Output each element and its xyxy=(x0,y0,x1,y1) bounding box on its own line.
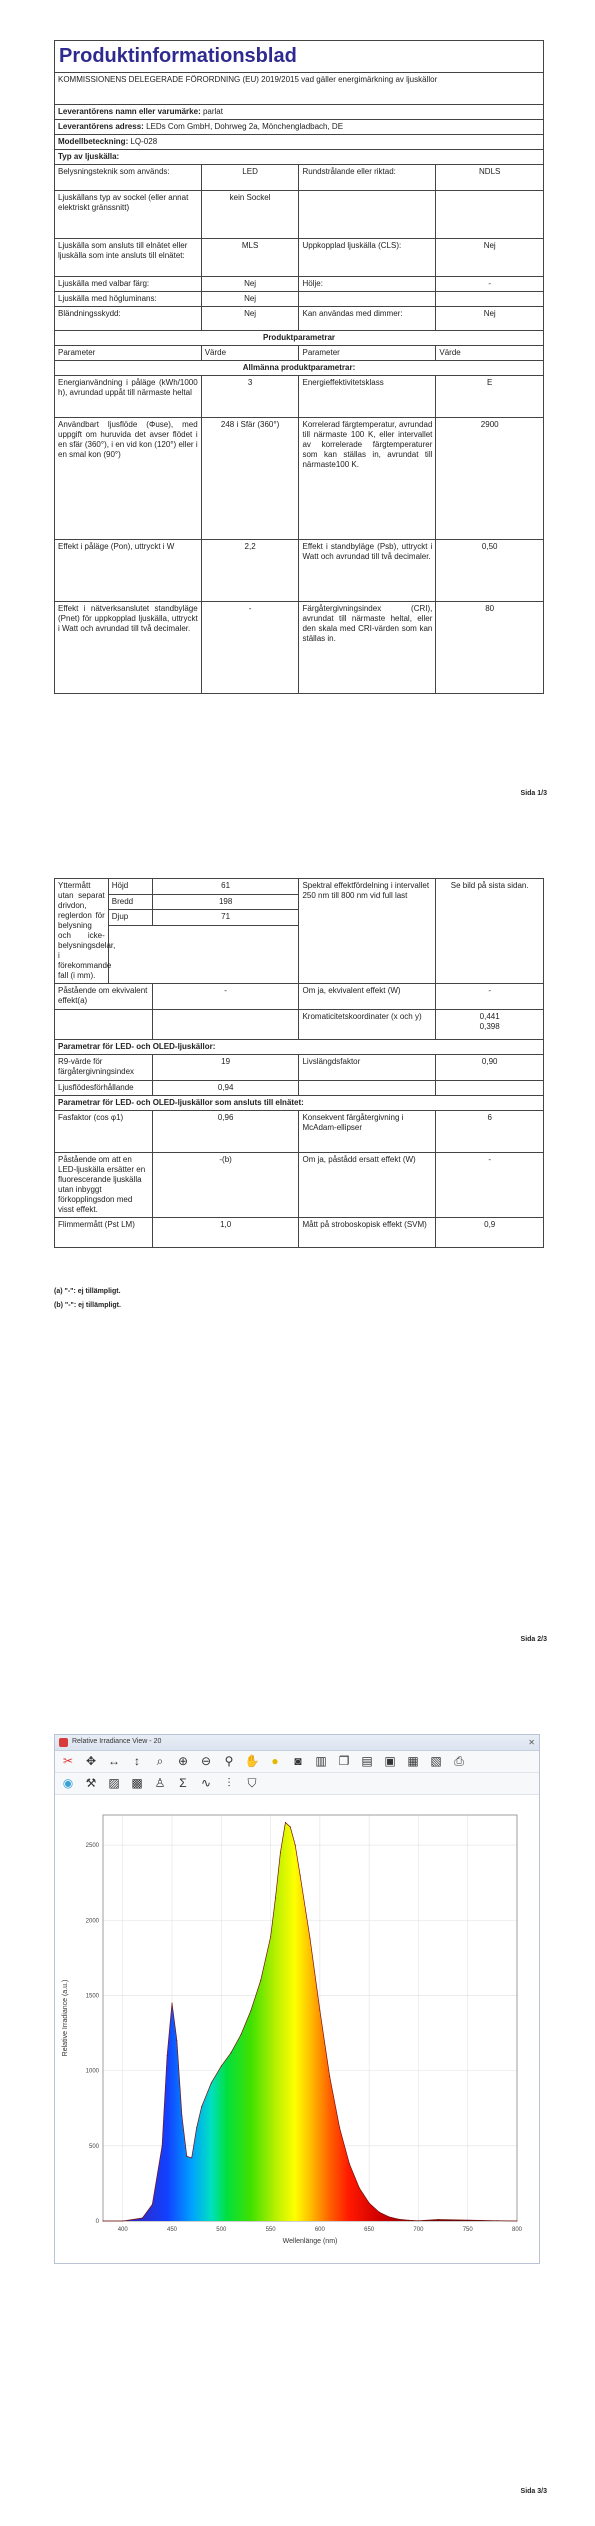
general-value: 2,2 xyxy=(201,540,299,602)
model-row xyxy=(55,135,544,150)
person-icon[interactable]: ♙ xyxy=(154,1776,166,1790)
type-value: - xyxy=(436,277,544,292)
x-tick-label: 400 xyxy=(117,2227,128,2233)
x-tick-label: 800 xyxy=(511,2227,523,2233)
type-row xyxy=(55,165,544,191)
type-row xyxy=(55,277,544,292)
page-number: Sida 3/3 xyxy=(520,2488,547,2495)
type-value: Nej xyxy=(436,239,544,277)
spectrum-point xyxy=(388,2216,389,2217)
spectrum-point xyxy=(186,2156,187,2157)
chart-icon[interactable]: ▩ xyxy=(131,1776,143,1790)
page-number: Sida 1/3 xyxy=(520,790,547,797)
y-tick-label: 500 xyxy=(88,2143,99,2150)
y-tick-label: 1000 xyxy=(85,2068,99,2075)
dim-value: 71 xyxy=(152,910,299,926)
footnote-a: (a) "-": ej tillämpligt. xyxy=(54,1288,121,1295)
spectrum-point xyxy=(221,2066,222,2067)
r9-label: R9-värde för färgåtergivningsindex xyxy=(55,1055,153,1081)
general-param: Effekt i påläge (Pon), uttryckt i W xyxy=(55,540,202,602)
supplier-address-row xyxy=(55,120,544,135)
type-value: LED xyxy=(201,165,299,191)
consistency-value: 6 xyxy=(436,1111,544,1153)
spectrum-point xyxy=(369,2202,370,2203)
spectrum-point xyxy=(280,1852,281,1853)
y-tick-label: 0 xyxy=(95,2219,99,2225)
spectrum-point xyxy=(231,2052,232,2053)
spectrum-point xyxy=(196,2127,197,2128)
color-icon[interactable]: ● xyxy=(271,1754,279,1768)
y-axis-label: Relative Irradiance (a.u.) xyxy=(62,1979,69,2057)
general-row xyxy=(55,376,544,418)
spectrum-point xyxy=(319,2010,320,2011)
toolbar-main xyxy=(55,1751,539,1773)
general-param: Färgåtergivningsindex (CRI), avrundat till närmaste heltal, eller den skala med CRI-värden som kan ställas in. xyxy=(299,602,436,694)
pf-value: 0,96 xyxy=(152,1111,299,1153)
supplier-address-label: Leverantörens adress: xyxy=(58,122,144,131)
page-3 xyxy=(0,1684,595,2526)
life-label: Livslängdsfaktor xyxy=(299,1055,436,1081)
spectrum-point xyxy=(162,2145,163,2146)
flux-value: 0,94 xyxy=(152,1081,299,1096)
supplier-name-row xyxy=(55,105,544,120)
type-param: Ljuskälla som ansluts till elnätet eller ljuskälla som inte ansluts till elnätet: xyxy=(55,239,202,277)
model-label: Modellbeteckning: xyxy=(58,137,129,146)
spectrum-point xyxy=(339,2127,340,2128)
window-titlebar xyxy=(55,1735,539,1751)
column-header-row xyxy=(55,346,544,361)
general-value: 80 xyxy=(436,602,544,694)
strobo-label: Mått på stroboskopisk effekt (SVM) xyxy=(299,1218,436,1248)
equiv-w-value: - xyxy=(436,984,544,1010)
type-value xyxy=(436,292,544,307)
shield-icon[interactable]: ⛉ xyxy=(247,1776,257,1790)
general-value: 248 i Sfär (360°) xyxy=(201,418,299,540)
replace-value: -(b) xyxy=(152,1153,299,1218)
page-1 xyxy=(0,0,595,842)
replace-w-label: Om ja, påstådd ersatt effekt (W) xyxy=(299,1153,436,1218)
type-value: Nej xyxy=(436,307,544,331)
spectrum-point xyxy=(240,2034,241,2035)
general-param: Energieffektivitetsklass xyxy=(299,376,436,418)
spectrum-point xyxy=(250,2010,251,2011)
spectrum-point xyxy=(290,1826,291,1827)
x-tick-label: 750 xyxy=(462,2227,473,2233)
type-value: Nej xyxy=(201,292,299,307)
spectrum-point xyxy=(176,2040,177,2041)
type-param: Kan användas med dimmer: xyxy=(299,307,436,331)
spectrum-point xyxy=(349,2163,350,2164)
spectrum-point xyxy=(181,2115,182,2116)
type-param: Ljuskällans typ av sockel (eller annat elektriskt gränssnitt) xyxy=(55,191,202,239)
spectrum-point xyxy=(152,2204,153,2205)
type-param xyxy=(299,191,436,239)
page-2 xyxy=(0,842,595,1684)
col-header-param: Parameter xyxy=(299,346,436,361)
spectrum-point xyxy=(438,2219,439,2220)
chart-series xyxy=(102,1822,517,2222)
general-row xyxy=(55,602,544,694)
cut-icon[interactable]: ✂ xyxy=(62,1754,74,1768)
spectrum-point xyxy=(300,1875,301,1876)
general-value: - xyxy=(201,602,299,694)
dim-value: 198 xyxy=(152,894,299,910)
zoom-in-icon[interactable]: ⊕ xyxy=(177,1754,189,1768)
equiv-value: - xyxy=(152,984,299,1010)
page-number: Sida 2/3 xyxy=(520,1636,547,1643)
type-row xyxy=(55,239,544,277)
spectrum-point xyxy=(516,2220,517,2221)
spectrum-point xyxy=(260,1980,261,1981)
window-title: Relative Irradiance View - 20 xyxy=(72,1738,162,1746)
spectrum-point xyxy=(309,1938,310,1939)
equiv-label: Påstående om ekvivalent effekt(a) xyxy=(55,984,153,1010)
x-axis-label: Wellenlänge (nm) xyxy=(282,2238,338,2245)
arrows-icon[interactable]: ↔ xyxy=(108,1754,120,1768)
equiv-w-label: Om ja, ekvivalent effekt (W) xyxy=(299,984,436,1010)
spectrum-point xyxy=(329,2076,330,2077)
type-param: Hölje: xyxy=(299,277,436,292)
save-icon[interactable]: ▦ xyxy=(407,1754,419,1768)
x-tick-label: 600 xyxy=(314,2227,325,2233)
type-row xyxy=(55,307,544,331)
zoom-out-icon[interactable]: ⊖ xyxy=(200,1754,212,1768)
r9-value: 19 xyxy=(152,1055,299,1081)
supplier-name: parlat xyxy=(202,107,223,116)
spectrum-point xyxy=(408,2220,409,2221)
trash-icon[interactable]: ▥ xyxy=(315,1754,327,1768)
spectrum-point xyxy=(398,2219,399,2220)
general-param: Effekt i nätverksanslutet standbyläge (Pnet) för uppkopplad ljuskälla, uttryckt i Watt och avrundad till två decimaler. xyxy=(55,602,202,694)
general-row xyxy=(55,418,544,540)
spectrum-point xyxy=(191,2157,192,2158)
replace-w-value: - xyxy=(436,1153,544,1218)
spectrum-area xyxy=(103,1823,517,2222)
spectral-value: Se bild på sista sidan. xyxy=(436,879,544,984)
paste-icon[interactable]: ▤ xyxy=(361,1754,373,1768)
save-as-icon[interactable]: ▧ xyxy=(430,1754,442,1768)
close-icon[interactable]: ✕ xyxy=(528,1737,535,1747)
y-tick-label: 2500 xyxy=(85,1843,99,1850)
spectrum-point xyxy=(167,2055,168,2056)
spectrum-point xyxy=(285,1822,286,1823)
spectrum-point xyxy=(142,2217,143,2218)
spectrum-point xyxy=(102,2220,103,2221)
chroma-y: 0,398 xyxy=(479,1022,500,1031)
spectrum-point xyxy=(275,1897,276,1898)
chroma-x: 0,441 xyxy=(479,1012,500,1021)
dims-label: Yttermått utan separat drivdon, reglerdon för belysning och icke-belysningsdelar, i förekommande fall (i mm). xyxy=(55,879,109,984)
general-param: Användbart ljusflöde (Φuse), med uppgift om huruvida det avser flödet i en sfär (360°), i en vid kon (120°) eller i en smal kon (90°) xyxy=(55,418,202,540)
type-row xyxy=(55,191,544,239)
mains-params-header: Parametrar för LED- och OLED-ljuskällor som ansluts till elnätet: xyxy=(55,1096,544,1111)
spectrum-point xyxy=(122,2220,123,2221)
type-label: Typ av ljuskälla: xyxy=(55,150,544,165)
y-tick-label: 2000 xyxy=(85,1918,99,1925)
general-params-header: Allmänna produktparametrar: xyxy=(55,361,544,376)
type-param: Bländningsskydd: xyxy=(55,307,202,331)
x-tick-label: 450 xyxy=(166,2227,178,2233)
signal-icon[interactable]: ⫶ xyxy=(227,1776,231,1790)
regulation-text: KOMMISSIONENS DELEGERADE FÖRORDNING (EU) 2019/2015 vad gäller energimärkning av ljuskällor xyxy=(55,73,544,105)
spectrum-point xyxy=(378,2211,379,2212)
col-header-param: Parameter xyxy=(55,346,202,361)
clipboard-icon[interactable]: ▣ xyxy=(384,1754,396,1768)
col-header-value: Värde xyxy=(201,346,299,361)
type-param: Rundstrålande eller riktad: xyxy=(299,165,436,191)
x-tick-label: 700 xyxy=(413,2227,424,2233)
type-param: Belysningsteknik som används: xyxy=(55,165,202,191)
x-tick-label: 500 xyxy=(216,2227,227,2233)
consistency-label: Konsekvent färgåtergivning i McAdam-ellipser xyxy=(299,1111,436,1153)
chroma-label: Kromaticitetskoordinater (x och y) xyxy=(299,1010,436,1040)
dim-name: Höjd xyxy=(108,879,152,895)
type-value: kein Sockel xyxy=(201,191,299,239)
led-params-header: Parametrar för LED- och OLED-ljuskällor: xyxy=(55,1040,544,1055)
y-tick-label: 1500 xyxy=(85,1993,99,2000)
product-info-table xyxy=(54,40,544,694)
spectrum-plot-area xyxy=(55,1797,539,2263)
x-tick-label: 650 xyxy=(364,2227,375,2233)
image-icon[interactable]: ▨ xyxy=(108,1776,120,1790)
type-value: Nej xyxy=(201,277,299,292)
general-param: Effekt i standbyläge (Psb), uttryckt i Watt och avrundad till två decimaler. xyxy=(299,540,436,602)
general-value: 0,50 xyxy=(436,540,544,602)
footnote-b: (b) "-": ej tillämpligt. xyxy=(54,1302,121,1309)
type-value: MLS xyxy=(201,239,299,277)
dim-name: Bredd xyxy=(108,894,152,910)
vertical-arrows-icon[interactable]: ↕ xyxy=(134,1754,140,1768)
spectrum-point xyxy=(418,2220,419,2221)
move-icon[interactable]: ✥ xyxy=(85,1754,97,1768)
general-value: 3 xyxy=(201,376,299,418)
type-value xyxy=(436,191,544,239)
camera-icon[interactable]: ◙ xyxy=(294,1754,302,1768)
copy-icon[interactable]: ❐ xyxy=(338,1754,350,1768)
spectrum-point xyxy=(467,2220,468,2221)
toolbar-secondary xyxy=(55,1773,539,1795)
dim-name: Djup xyxy=(108,910,152,926)
supplier-name-label: Leverantörens namn eller varumärke: xyxy=(58,107,201,116)
spectrum-point xyxy=(359,2187,360,2188)
zoom-fit-icon[interactable]: ⌕ xyxy=(156,1754,164,1768)
type-value: NDLS xyxy=(436,165,544,191)
spectrum-point xyxy=(295,1845,296,1846)
type-param: Uppkopplad ljuskälla (CLS): xyxy=(299,239,436,277)
type-row xyxy=(55,292,544,307)
life-value: 0,90 xyxy=(436,1055,544,1081)
tools-icon[interactable]: ⚒ xyxy=(85,1776,97,1790)
spectrum-point xyxy=(211,2082,212,2083)
spectrum-chart xyxy=(55,1797,539,2263)
general-value: E xyxy=(436,376,544,418)
model-value: LQ-028 xyxy=(130,137,158,146)
spectrum-point xyxy=(270,1936,271,1937)
supplier-address: LEDs Com GmbH, Dohrweg 2a, Mönchengladbach, DE xyxy=(146,122,344,131)
print-icon[interactable]: ⎙ xyxy=(454,1754,464,1768)
app-icon xyxy=(59,1738,68,1747)
spectrum-app-window xyxy=(54,1734,540,2264)
spectrum-point xyxy=(171,2002,172,2003)
strobo-value: 0,9 xyxy=(436,1218,544,1248)
type-param: Ljuskälla med valbar färg: xyxy=(55,277,202,292)
spectrum-point xyxy=(201,2106,202,2107)
general-value: 2900 xyxy=(436,418,544,540)
dim-value: 61 xyxy=(152,879,299,895)
flicker-value: 1,0 xyxy=(152,1218,299,1248)
product-params-table-continued xyxy=(54,878,544,1248)
chroma-value xyxy=(436,1010,544,1040)
type-param: Ljuskälla med högluminans: xyxy=(55,292,202,307)
flicker-label: Flimmermått (Pst LM) xyxy=(55,1218,153,1248)
general-param: Energianvändning i påläge (kWh/1000 h), avrundad uppåt till närmaste heltal xyxy=(55,376,202,418)
type-value: Nej xyxy=(201,307,299,331)
pf-label: Fasfaktor (cos φ1) xyxy=(55,1111,153,1153)
type-param xyxy=(299,292,436,307)
hand-icon[interactable]: ✋ xyxy=(244,1754,260,1768)
waveform-icon[interactable]: ∿ xyxy=(200,1776,212,1790)
general-row xyxy=(55,540,544,602)
sigma-icon[interactable]: Σ xyxy=(179,1776,187,1790)
col-header-value: Värde xyxy=(436,346,544,361)
spectral-label: Spektral effektfördelning i intervallet 250 nm till 800 nm vid full last xyxy=(299,879,436,984)
x-tick-label: 550 xyxy=(265,2227,276,2233)
general-param: Korrelerad färgtemperatur, avrundad till närmaste 100 K, eller intervallet av korrelerade färgtemperaturer som kan ställas in, avrundat till närmaste100 K. xyxy=(299,418,436,540)
search-icon[interactable]: ⚲ xyxy=(224,1754,234,1768)
page-title: Produktinformationsblad xyxy=(55,41,544,73)
flux-label: Ljusflödesförhållande xyxy=(55,1081,153,1096)
eye-icon[interactable]: ◉ xyxy=(62,1776,74,1790)
product-params-header: Produktparametrar xyxy=(55,331,544,346)
replace-label: Påstående om att en LED-ljuskälla ersätter en fluorescerande ljuskälla utan inbyggt förkopplingsdon med visst effekt. xyxy=(55,1153,153,1218)
spectrum-point xyxy=(497,2220,498,2221)
